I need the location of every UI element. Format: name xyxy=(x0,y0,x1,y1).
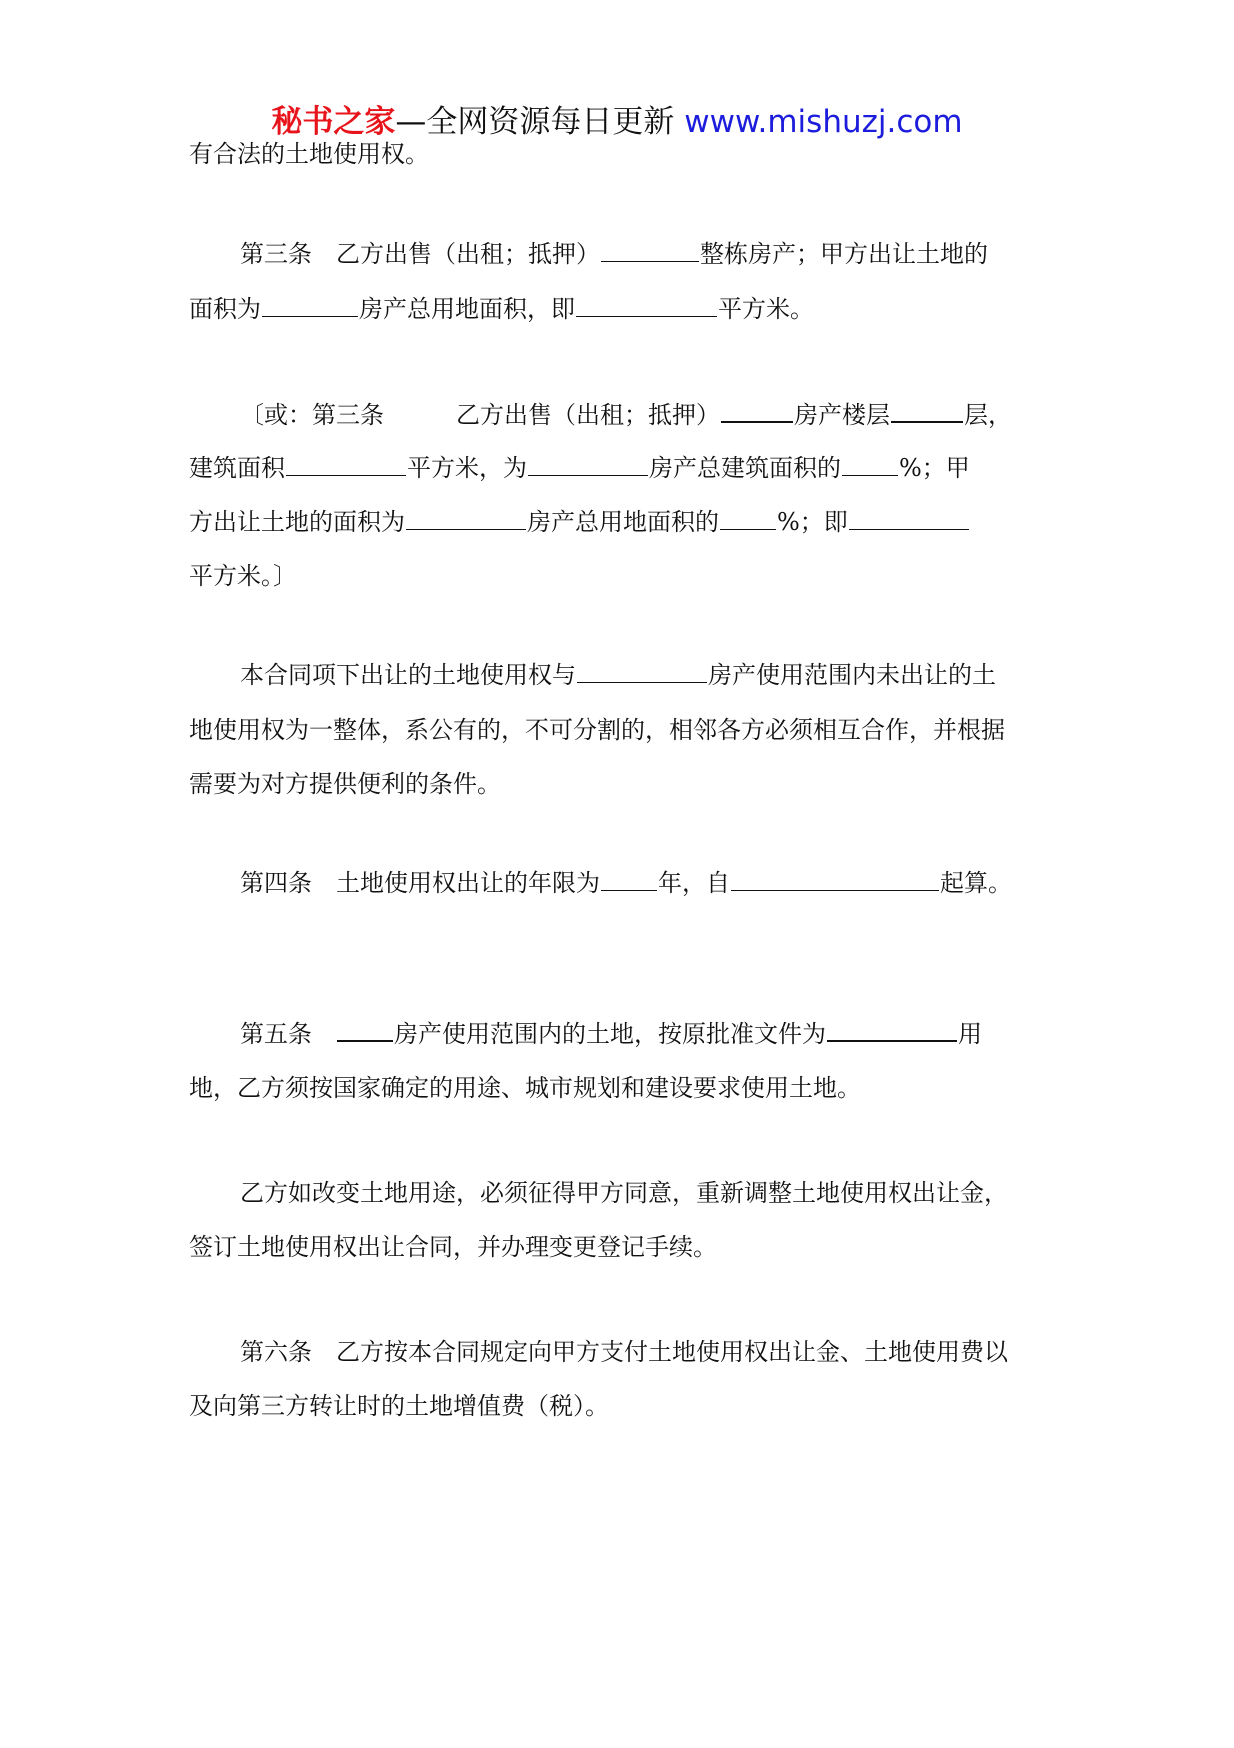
blank-field[interactable] xyxy=(286,451,406,476)
blank-field[interactable] xyxy=(528,451,648,476)
header-tagline: —全网资源每日更新 xyxy=(395,104,685,140)
article-5-line-1: 第五条 房产使用范围内的土地，按原批准文件为 用 xyxy=(240,1016,982,1051)
scope-line-2: 地使用权为一整体，系公有的，不可分割的，相邻各方必须相互合作，并根据 xyxy=(189,716,1005,744)
blank-field[interactable] xyxy=(577,658,707,683)
blank-field[interactable] xyxy=(337,1016,393,1042)
article-5-line-2: 地，乙方须按国家确定的用途、城市规划和建设要求使用土地。 xyxy=(189,1074,861,1102)
blank-field[interactable] xyxy=(720,505,776,530)
blank-field[interactable] xyxy=(827,1016,957,1042)
land-use-change-line-1: 乙方如改变土地用途，必须征得甲方同意，重新调整土地使用权出让金， xyxy=(240,1179,1008,1207)
blank-field[interactable] xyxy=(576,292,717,317)
alt-article-3-line-3: 方出让土地的面积为 房产总用地面积的 %；即 xyxy=(189,505,970,539)
article-6-line-2: 及向第三方转让时的土地增值费（税）。 xyxy=(189,1392,609,1420)
scope-line-1: 本合同项下出让的土地使用权与 房产使用范围内未出让的土 xyxy=(240,658,996,692)
alt-article-3-line-4: 平方米。〕 xyxy=(189,562,297,590)
article-6-line-1: 第六条 乙方按本合同规定向甲方支付土地使用权出让金、土地使用费以 xyxy=(240,1338,1008,1366)
land-use-change-line-2: 签订土地使用权出让合同，并办理变更登记手续。 xyxy=(189,1233,717,1261)
site-header xyxy=(0,102,1234,142)
blank-field[interactable] xyxy=(721,397,793,423)
article-3-line-1: 第三条 乙方出售（出租；抵押） 整栋房产；甲方出让土地的 xyxy=(240,237,988,271)
site-url-link[interactable]: www.mishuzj.com xyxy=(684,104,963,140)
blank-field[interactable] xyxy=(601,237,699,262)
blank-field[interactable] xyxy=(601,866,657,891)
text-line: 有合法的土地使用权。 xyxy=(189,140,429,168)
article-4-line: 第四条 土地使用权出让的年限为 年，自 起算。 xyxy=(240,866,1012,900)
blank-field[interactable] xyxy=(262,292,358,317)
alt-article-3-line-1: 〔或：第三条 乙方出售（出租；抵押） 房产楼层 层， xyxy=(240,397,1012,432)
blank-field[interactable] xyxy=(731,866,939,891)
blank-field[interactable] xyxy=(891,397,963,423)
blank-field[interactable] xyxy=(842,451,898,476)
blank-field[interactable] xyxy=(849,505,969,530)
article-3-line-2: 面积为 房产总用地面积，即 平方米。 xyxy=(189,292,814,326)
blank-field[interactable] xyxy=(406,505,526,530)
scope-line-3: 需要为对方提供便利的条件。 xyxy=(189,770,501,798)
brand-name: 秘书之家 xyxy=(271,104,396,140)
alt-article-3-line-2: 建筑面积 平方米，为 房产总建筑面积的 %；甲 xyxy=(189,451,970,485)
